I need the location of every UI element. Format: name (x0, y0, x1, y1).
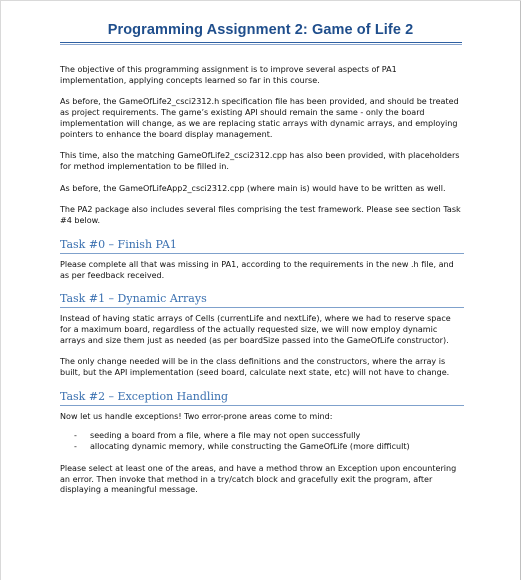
bullet-dash: - (74, 442, 77, 452)
bullet-text: seeding a board from a file, where a file may not open successfully (90, 431, 361, 441)
task2-bullet-list (60, 431, 464, 453)
intro-paragraph-4: As before, the GameOfLifeApp2_csci2312.cpp (where main is) would have to be written as well. (60, 183, 446, 193)
title-underline-secondary (60, 44, 462, 45)
list-item (74, 442, 464, 453)
task1-paragraph-2: The only change needed will be in the class definitions and the constructors, where the array is built, but the API implementation (seed board, calculate next state, etc) will not have to change. (60, 357, 450, 378)
intro-paragraph-1: The objective of this programming assignment is to improve several aspects of PA1 implementation, applying concepts learned so far in this course. (60, 65, 397, 85)
document-title: Programming Assignment 2: Game of Life 2 (107, 22, 414, 38)
task0-paragraph-1: Please complete all that was missing in PA1, according to the requirements in the new .h file, and as per feedback received. (60, 259, 454, 280)
task1-heading: Task #1 – Dynamic Arrays (60, 292, 464, 308)
intro-paragraph-2: As before, the GameOfLife2_csci2312.h specification file has been provided, and should be treated as project requirements. The game’s existing API should remain the same - only the board implementation will change, as we are replacing static arrays with dynamic arrays, and employing pointers to enhance the board display management. (60, 97, 459, 139)
intro-paragraph-5: The PA2 package also includes several files comprising the test framework. Please see section Task #4 below. (60, 205, 461, 226)
document-body (60, 65, 464, 507)
task2-heading: Task #2 – Exception Handling (60, 390, 464, 406)
task1-paragraph-1: Instead of having static arrays of Cells (currentLife and nextLife), where we had to reserve space for a maximum board, regardless of the actually requested size, we will now employ dynamic arrays and size them just as needed (as per boardSize passed into the GameOfLife constructor). (60, 314, 451, 345)
bullet-text: allocating dynamic memory, while constructing the GameOfLife (more difficult) (90, 442, 410, 452)
bullet-dash: - (74, 431, 77, 441)
task0-heading: Task #0 – Finish PA1 (60, 238, 464, 254)
list-item (74, 431, 464, 442)
task2-closing: Please select at least one of the areas, and have a method throw an Exception upon encountering an error. Then invoke that method in a try/catch block and gracefully exit the program, after displaying a meaningful message. (60, 463, 457, 495)
intro-paragraph-3: This time, also the matching GameOfLife2_csci2312.cpp has also been provided, with placeholders for method implementation to be filled in. (60, 151, 460, 172)
title-underline (60, 42, 462, 43)
task2-intro: Now let us handle exceptions! Two error-prone areas come to mind: (60, 411, 333, 421)
